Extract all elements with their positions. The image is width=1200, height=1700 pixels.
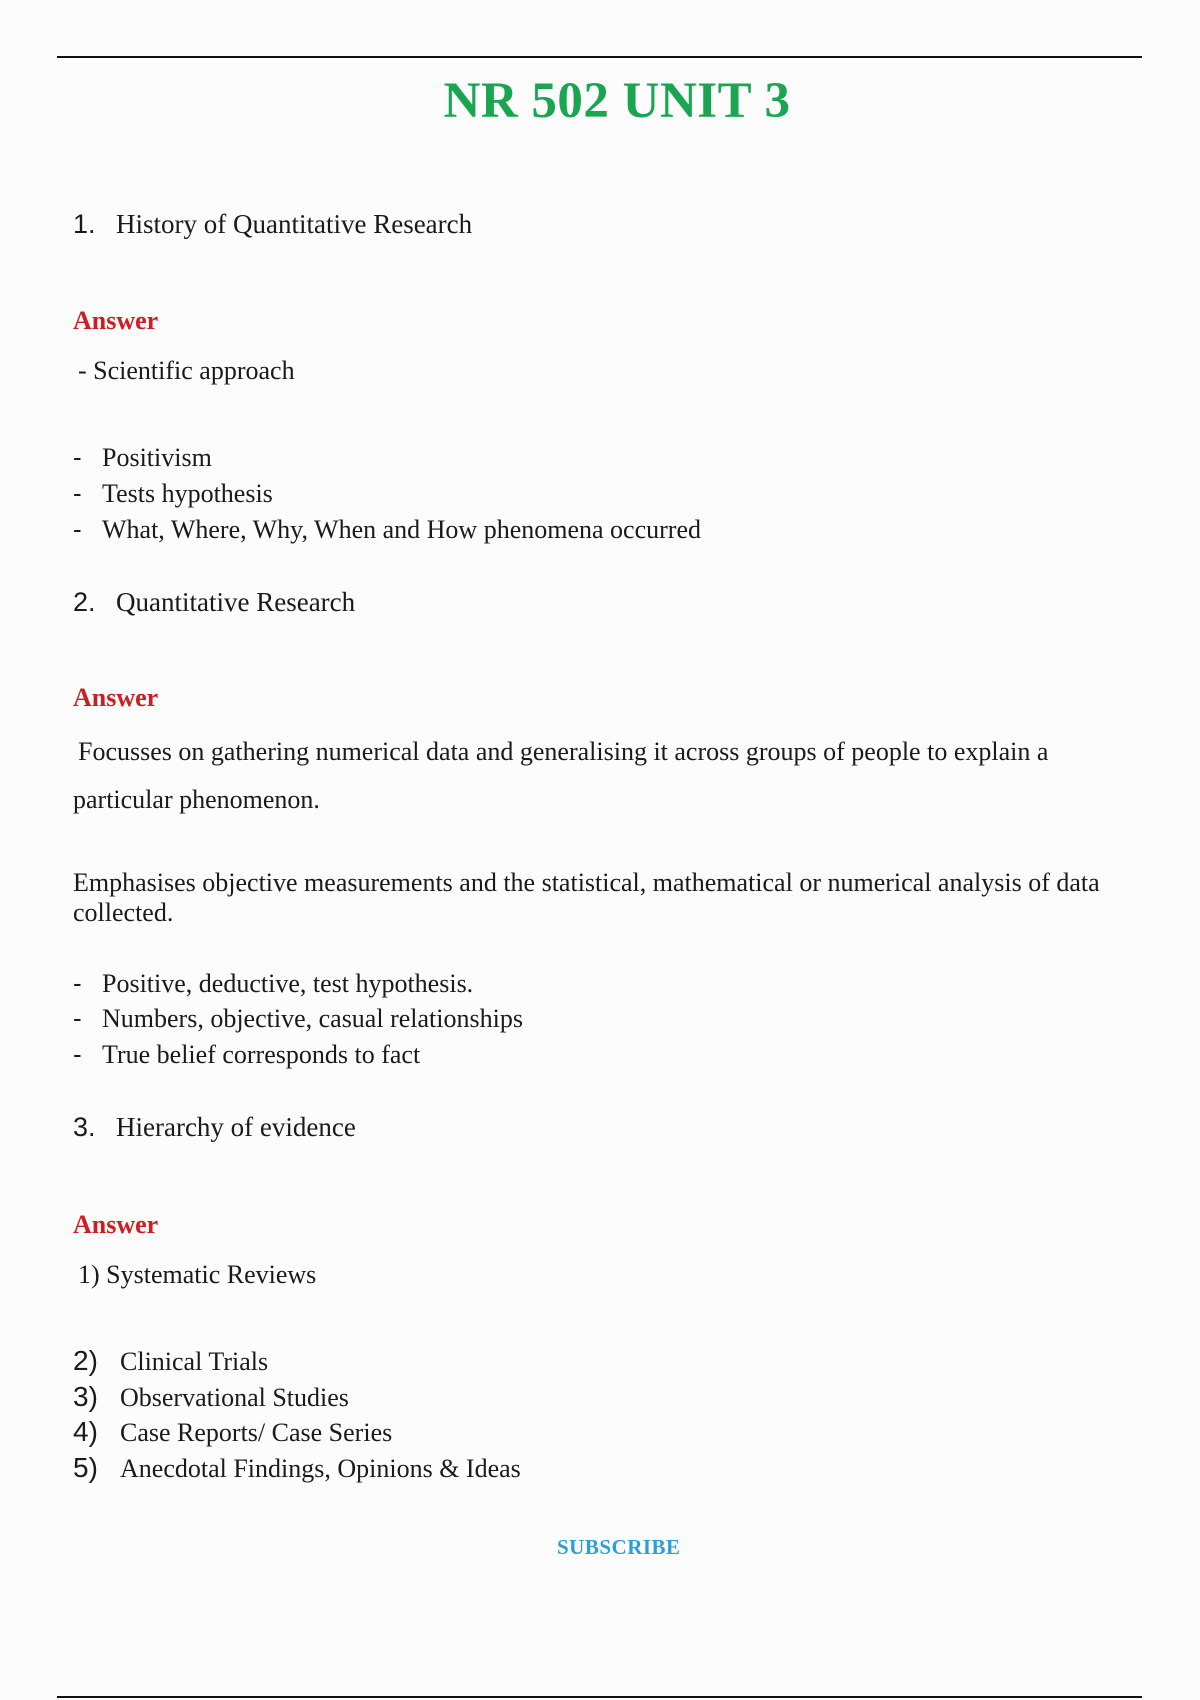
- list-item: 4) Case Reports/ Case Series: [73, 1416, 393, 1447]
- question-1: [73, 209, 472, 240]
- answer-label-2: Answer: [73, 683, 159, 712]
- list-item: 3) Observational Studies: [73, 1381, 349, 1412]
- list-item: - Tests hypothesis: [73, 478, 273, 508]
- list-item: - True belief corresponds to fact: [73, 1039, 421, 1069]
- answer-label-1: Answer: [73, 306, 159, 335]
- question-2: [73, 587, 355, 618]
- question-text: Hierarchy of evidence: [116, 1112, 356, 1142]
- answer-label-3: Answer: [73, 1210, 159, 1239]
- question-text: Quantitative Research: [116, 587, 356, 617]
- answer-1-intro: - Scientific approach: [78, 356, 295, 385]
- bottom-rule: [57, 1696, 1142, 1698]
- question-number: 1.: [73, 209, 96, 239]
- list-item: - Positive, deductive, test hypothesis.: [73, 968, 474, 998]
- page-title: NR 502 UNIT 3: [443, 73, 791, 129]
- subscribe-link[interactable]: SUBSCRIBE: [557, 1535, 681, 1559]
- list-item: - Positivism: [73, 442, 212, 472]
- question-3: [73, 1112, 356, 1143]
- answer-3-first: 1) Systematic Reviews: [78, 1260, 317, 1289]
- list-item: 2) Clinical Trials: [73, 1345, 269, 1376]
- question-text: History of Quantitative Research: [116, 209, 473, 239]
- answer-2-paragraph-2: Emphasises objective measurements and the statistical, mathematical or numerical analysis of data collected.: [73, 868, 1100, 927]
- list-item: - What, Where, Why, When and How phenomena occurred: [73, 514, 701, 544]
- list-item: 5) Anecdotal Findings, Opinions & Ideas: [73, 1452, 521, 1483]
- answer-2-paragraph-1: Focusses on gathering numerical data and generalising it across groups of people to explain a particular phenomenon.: [73, 737, 1049, 814]
- question-number: 3.: [73, 1112, 96, 1142]
- question-number: 2.: [73, 587, 96, 617]
- top-rule: [57, 56, 1142, 58]
- list-item: - Numbers, objective, casual relationships: [73, 1003, 523, 1033]
